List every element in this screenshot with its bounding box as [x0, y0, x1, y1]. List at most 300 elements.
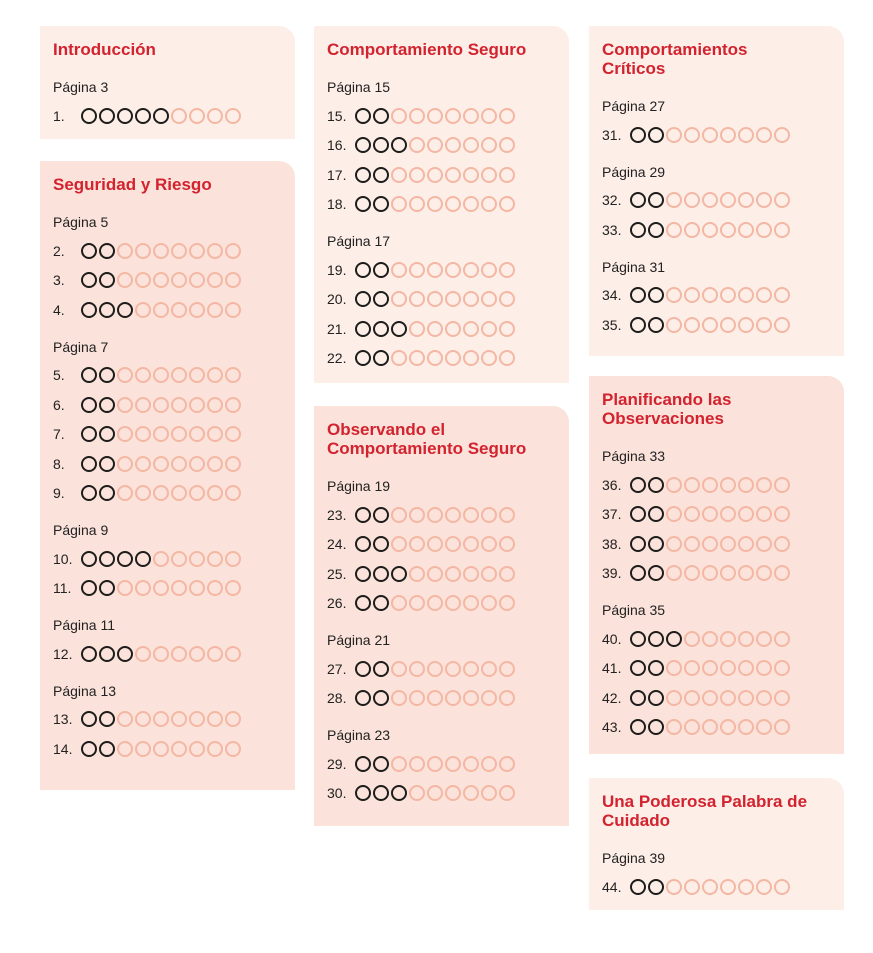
completed-circle-icon	[81, 243, 97, 259]
completed-circle-icon	[630, 192, 646, 208]
empty-circle-icon	[774, 287, 790, 303]
progress-row	[602, 470, 832, 500]
progress-row	[602, 529, 832, 559]
progress-circles	[355, 167, 515, 183]
empty-circle-icon	[135, 397, 151, 413]
empty-circle-icon	[738, 317, 754, 333]
completed-circle-icon	[373, 196, 389, 212]
section-card	[589, 778, 844, 910]
item-number: 27.	[327, 660, 347, 677]
completed-circle-icon	[99, 456, 115, 472]
empty-circle-icon	[499, 661, 515, 677]
empty-circle-icon	[427, 137, 443, 153]
progress-row	[602, 713, 832, 743]
empty-circle-icon	[720, 192, 736, 208]
progress-circles	[355, 690, 515, 706]
progress-circles	[81, 367, 241, 383]
section-card	[314, 26, 569, 383]
empty-circle-icon	[427, 108, 443, 124]
progress-row	[327, 530, 557, 560]
section-title: Una Poderosa Palabra de Cuidado	[602, 792, 808, 830]
completed-circle-icon	[373, 566, 389, 582]
empty-circle-icon	[738, 631, 754, 647]
page-label: Página 3	[53, 79, 109, 95]
empty-circle-icon	[409, 756, 425, 772]
empty-circle-icon	[189, 302, 205, 318]
empty-circle-icon	[756, 690, 772, 706]
completed-circle-icon	[373, 350, 389, 366]
completed-circle-icon	[373, 291, 389, 307]
empty-circle-icon	[207, 426, 223, 442]
completed-circle-icon	[373, 661, 389, 677]
empty-circle-icon	[463, 167, 479, 183]
empty-circle-icon	[189, 272, 205, 288]
progress-circles	[630, 565, 790, 581]
progress-circles	[355, 566, 515, 582]
empty-circle-icon	[463, 785, 479, 801]
item-number: 3.	[53, 272, 65, 289]
empty-circle-icon	[445, 595, 461, 611]
completed-circle-icon	[648, 192, 664, 208]
progress-row	[53, 266, 283, 296]
empty-circle-icon	[135, 243, 151, 259]
empty-circle-icon	[171, 456, 187, 472]
empty-circle-icon	[666, 536, 682, 552]
empty-circle-icon	[171, 108, 187, 124]
empty-circle-icon	[720, 690, 736, 706]
empty-circle-icon	[135, 367, 151, 383]
progress-row	[327, 654, 557, 684]
completed-circle-icon	[81, 397, 97, 413]
progress-row	[327, 779, 557, 809]
completed-circle-icon	[373, 321, 389, 337]
progress-circles	[355, 262, 515, 278]
progress-row	[53, 639, 283, 669]
empty-circle-icon	[738, 192, 754, 208]
empty-circle-icon	[225, 302, 241, 318]
page-label: Página 17	[327, 233, 391, 249]
progress-circles	[355, 350, 515, 366]
empty-circle-icon	[117, 741, 133, 757]
completed-circle-icon	[153, 108, 169, 124]
empty-circle-icon	[225, 741, 241, 757]
completed-circle-icon	[355, 291, 371, 307]
completed-circle-icon	[99, 272, 115, 288]
empty-circle-icon	[225, 426, 241, 442]
empty-circle-icon	[135, 741, 151, 757]
item-number: 41.	[602, 660, 622, 677]
empty-circle-icon	[702, 506, 718, 522]
progress-circles	[630, 317, 790, 333]
empty-circle-icon	[684, 192, 700, 208]
empty-circle-icon	[684, 690, 700, 706]
item-number: 13.	[53, 711, 73, 728]
empty-circle-icon	[738, 719, 754, 735]
empty-circle-icon	[666, 127, 682, 143]
empty-circle-icon	[225, 711, 241, 727]
progress-circles	[81, 711, 241, 727]
empty-circle-icon	[738, 565, 754, 581]
empty-circle-icon	[225, 485, 241, 501]
empty-circle-icon	[666, 660, 682, 676]
completed-circle-icon	[630, 287, 646, 303]
empty-circle-icon	[720, 719, 736, 735]
item-number: 5.	[53, 367, 65, 384]
completed-circle-icon	[99, 243, 115, 259]
completed-circle-icon	[373, 108, 389, 124]
completed-circle-icon	[81, 485, 97, 501]
progress-row	[53, 295, 283, 325]
empty-circle-icon	[499, 108, 515, 124]
section-card	[589, 376, 844, 754]
section-card	[40, 26, 295, 139]
progress-circles	[355, 536, 515, 552]
completed-circle-icon	[81, 741, 97, 757]
empty-circle-icon	[738, 287, 754, 303]
progress-circles	[81, 485, 241, 501]
empty-circle-icon	[481, 350, 497, 366]
empty-circle-icon	[445, 756, 461, 772]
empty-circle-icon	[207, 711, 223, 727]
empty-circle-icon	[135, 580, 151, 596]
completed-circle-icon	[648, 222, 664, 238]
progress-circles	[630, 127, 790, 143]
empty-circle-icon	[481, 167, 497, 183]
empty-circle-icon	[225, 646, 241, 662]
completed-circle-icon	[648, 631, 664, 647]
progress-row	[602, 559, 832, 589]
empty-circle-icon	[153, 302, 169, 318]
empty-circle-icon	[171, 711, 187, 727]
completed-circle-icon	[373, 595, 389, 611]
completed-circle-icon	[81, 646, 97, 662]
completed-circle-icon	[117, 646, 133, 662]
empty-circle-icon	[684, 631, 700, 647]
empty-circle-icon	[720, 565, 736, 581]
completed-circle-icon	[355, 350, 371, 366]
empty-circle-icon	[153, 456, 169, 472]
empty-circle-icon	[666, 565, 682, 581]
empty-circle-icon	[774, 127, 790, 143]
empty-circle-icon	[153, 426, 169, 442]
empty-circle-icon	[774, 660, 790, 676]
empty-circle-icon	[702, 660, 718, 676]
empty-circle-icon	[207, 741, 223, 757]
completed-circle-icon	[99, 302, 115, 318]
progress-row	[327, 160, 557, 190]
empty-circle-icon	[756, 536, 772, 552]
page-label: Página 31	[602, 258, 666, 275]
empty-circle-icon	[684, 879, 700, 895]
empty-circle-icon	[427, 595, 443, 611]
item-number: 20.	[327, 291, 347, 308]
empty-circle-icon	[135, 711, 151, 727]
empty-circle-icon	[189, 711, 205, 727]
progress-row	[327, 190, 557, 220]
progress-circles	[355, 291, 515, 307]
empty-circle-icon	[153, 243, 169, 259]
item-number: 8.	[53, 455, 65, 472]
item-number: 7.	[53, 426, 65, 443]
completed-circle-icon	[630, 506, 646, 522]
section-card	[314, 406, 569, 826]
completed-circle-icon	[117, 108, 133, 124]
completed-circle-icon	[81, 551, 97, 567]
progress-row	[53, 420, 283, 450]
empty-circle-icon	[391, 167, 407, 183]
completed-circle-icon	[99, 711, 115, 727]
empty-circle-icon	[153, 367, 169, 383]
progress-row	[53, 361, 283, 391]
progress-circles	[630, 477, 790, 493]
empty-circle-icon	[445, 566, 461, 582]
empty-circle-icon	[117, 456, 133, 472]
completed-circle-icon	[99, 485, 115, 501]
completed-circle-icon	[355, 507, 371, 523]
progress-row	[602, 500, 832, 530]
progress-row	[602, 186, 832, 216]
progress-circles	[355, 661, 515, 677]
empty-circle-icon	[684, 287, 700, 303]
progress-row	[327, 255, 557, 285]
item-number: 21.	[327, 320, 347, 337]
empty-circle-icon	[391, 108, 407, 124]
completed-circle-icon	[630, 879, 646, 895]
empty-circle-icon	[481, 137, 497, 153]
completed-circle-icon	[355, 595, 371, 611]
empty-circle-icon	[481, 566, 497, 582]
empty-circle-icon	[463, 690, 479, 706]
item-number: 29.	[327, 755, 347, 772]
progress-row	[327, 131, 557, 161]
empty-circle-icon	[666, 222, 682, 238]
section-title: Planificando las Observaciones	[602, 390, 732, 428]
progress-row	[53, 479, 283, 509]
item-number: 34.	[602, 287, 622, 304]
item-number: 42.	[602, 689, 622, 706]
empty-circle-icon	[189, 456, 205, 472]
completed-circle-icon	[81, 711, 97, 727]
completed-circle-icon	[391, 321, 407, 337]
empty-circle-icon	[463, 536, 479, 552]
empty-circle-icon	[207, 302, 223, 318]
completed-circle-icon	[81, 272, 97, 288]
completed-circle-icon	[648, 317, 664, 333]
empty-circle-icon	[738, 477, 754, 493]
empty-circle-icon	[666, 719, 682, 735]
progress-circles	[630, 506, 790, 522]
empty-circle-icon	[463, 661, 479, 677]
section-card	[589, 26, 844, 356]
empty-circle-icon	[684, 477, 700, 493]
empty-circle-icon	[481, 661, 497, 677]
empty-circle-icon	[153, 551, 169, 567]
empty-circle-icon	[720, 506, 736, 522]
completed-circle-icon	[135, 551, 151, 567]
empty-circle-icon	[427, 291, 443, 307]
empty-circle-icon	[499, 291, 515, 307]
empty-circle-icon	[445, 167, 461, 183]
completed-circle-icon	[648, 690, 664, 706]
empty-circle-icon	[427, 262, 443, 278]
item-number: 35.	[602, 316, 622, 333]
progress-row	[53, 574, 283, 604]
empty-circle-icon	[481, 321, 497, 337]
progress-row	[602, 310, 832, 340]
empty-circle-icon	[756, 506, 772, 522]
progress-circles	[81, 243, 241, 259]
empty-circle-icon	[666, 506, 682, 522]
empty-circle-icon	[463, 321, 479, 337]
empty-circle-icon	[409, 690, 425, 706]
empty-circle-icon	[445, 108, 461, 124]
completed-circle-icon	[373, 167, 389, 183]
item-number: 2.	[53, 242, 65, 259]
empty-circle-icon	[427, 690, 443, 706]
completed-circle-icon	[373, 785, 389, 801]
empty-circle-icon	[738, 660, 754, 676]
empty-circle-icon	[738, 690, 754, 706]
empty-circle-icon	[499, 690, 515, 706]
empty-circle-icon	[702, 287, 718, 303]
empty-circle-icon	[207, 108, 223, 124]
item-number: 40.	[602, 630, 622, 647]
progress-circles	[81, 302, 241, 318]
empty-circle-icon	[481, 507, 497, 523]
completed-circle-icon	[99, 646, 115, 662]
completed-circle-icon	[648, 287, 664, 303]
empty-circle-icon	[153, 397, 169, 413]
progress-row	[327, 314, 557, 344]
empty-circle-icon	[702, 127, 718, 143]
empty-circle-icon	[684, 536, 700, 552]
empty-circle-icon	[499, 536, 515, 552]
empty-circle-icon	[774, 565, 790, 581]
empty-circle-icon	[666, 317, 682, 333]
progress-circles	[630, 631, 790, 647]
item-number: 32.	[602, 192, 622, 209]
empty-circle-icon	[189, 367, 205, 383]
progress-row	[53, 544, 283, 574]
item-number: 15.	[327, 107, 347, 124]
empty-circle-icon	[774, 317, 790, 333]
completed-circle-icon	[648, 879, 664, 895]
progress-row	[327, 589, 557, 619]
empty-circle-icon	[738, 127, 754, 143]
empty-circle-icon	[702, 317, 718, 333]
item-number: 16.	[327, 137, 347, 154]
empty-circle-icon	[756, 660, 772, 676]
empty-circle-icon	[756, 192, 772, 208]
completed-circle-icon	[630, 477, 646, 493]
empty-circle-icon	[756, 222, 772, 238]
empty-circle-icon	[756, 317, 772, 333]
progress-row	[53, 390, 283, 420]
completed-circle-icon	[355, 536, 371, 552]
empty-circle-icon	[117, 426, 133, 442]
page-label: Página 13	[53, 682, 117, 699]
completed-circle-icon	[648, 565, 664, 581]
empty-circle-icon	[207, 243, 223, 259]
empty-circle-icon	[409, 137, 425, 153]
empty-circle-icon	[684, 506, 700, 522]
progress-row	[602, 624, 832, 654]
empty-circle-icon	[207, 485, 223, 501]
empty-circle-icon	[189, 108, 205, 124]
empty-circle-icon	[774, 690, 790, 706]
empty-circle-icon	[391, 661, 407, 677]
empty-circle-icon	[499, 785, 515, 801]
empty-circle-icon	[720, 477, 736, 493]
empty-circle-icon	[409, 262, 425, 278]
completed-circle-icon	[99, 580, 115, 596]
progress-circles	[355, 785, 515, 801]
empty-circle-icon	[499, 137, 515, 153]
progress-circles	[81, 741, 241, 757]
item-number: 30.	[327, 785, 347, 802]
item-number: 43.	[602, 719, 622, 736]
completed-circle-icon	[81, 426, 97, 442]
empty-circle-icon	[135, 646, 151, 662]
empty-circle-icon	[391, 350, 407, 366]
empty-circle-icon	[207, 272, 223, 288]
completed-circle-icon	[99, 551, 115, 567]
empty-circle-icon	[409, 566, 425, 582]
progress-row	[53, 101, 283, 131]
empty-circle-icon	[225, 108, 241, 124]
completed-circle-icon	[99, 397, 115, 413]
empty-circle-icon	[720, 127, 736, 143]
page-label: Página 19	[327, 478, 391, 494]
completed-circle-icon	[135, 108, 151, 124]
empty-circle-icon	[427, 167, 443, 183]
empty-circle-icon	[499, 566, 515, 582]
item-number: 19.	[327, 261, 347, 278]
completed-circle-icon	[630, 536, 646, 552]
empty-circle-icon	[189, 485, 205, 501]
empty-circle-icon	[720, 879, 736, 895]
empty-circle-icon	[409, 507, 425, 523]
completed-circle-icon	[117, 302, 133, 318]
empty-circle-icon	[463, 196, 479, 212]
empty-circle-icon	[481, 262, 497, 278]
completed-circle-icon	[355, 262, 371, 278]
empty-circle-icon	[702, 565, 718, 581]
completed-circle-icon	[355, 137, 371, 153]
completed-circle-icon	[355, 321, 371, 337]
completed-circle-icon	[373, 507, 389, 523]
completed-circle-icon	[355, 196, 371, 212]
empty-circle-icon	[756, 565, 772, 581]
empty-circle-icon	[117, 272, 133, 288]
empty-circle-icon	[153, 711, 169, 727]
item-number: 1.	[53, 107, 65, 124]
empty-circle-icon	[427, 507, 443, 523]
page-label: Página 35	[602, 602, 666, 618]
completed-circle-icon	[630, 631, 646, 647]
empty-circle-icon	[481, 536, 497, 552]
item-number: 44.	[602, 878, 622, 895]
empty-circle-icon	[391, 507, 407, 523]
empty-circle-icon	[702, 719, 718, 735]
empty-circle-icon	[117, 397, 133, 413]
progress-row	[327, 559, 557, 589]
empty-circle-icon	[666, 690, 682, 706]
progress-row	[602, 120, 832, 150]
item-number: 33.	[602, 221, 622, 238]
completed-circle-icon	[99, 741, 115, 757]
empty-circle-icon	[427, 756, 443, 772]
